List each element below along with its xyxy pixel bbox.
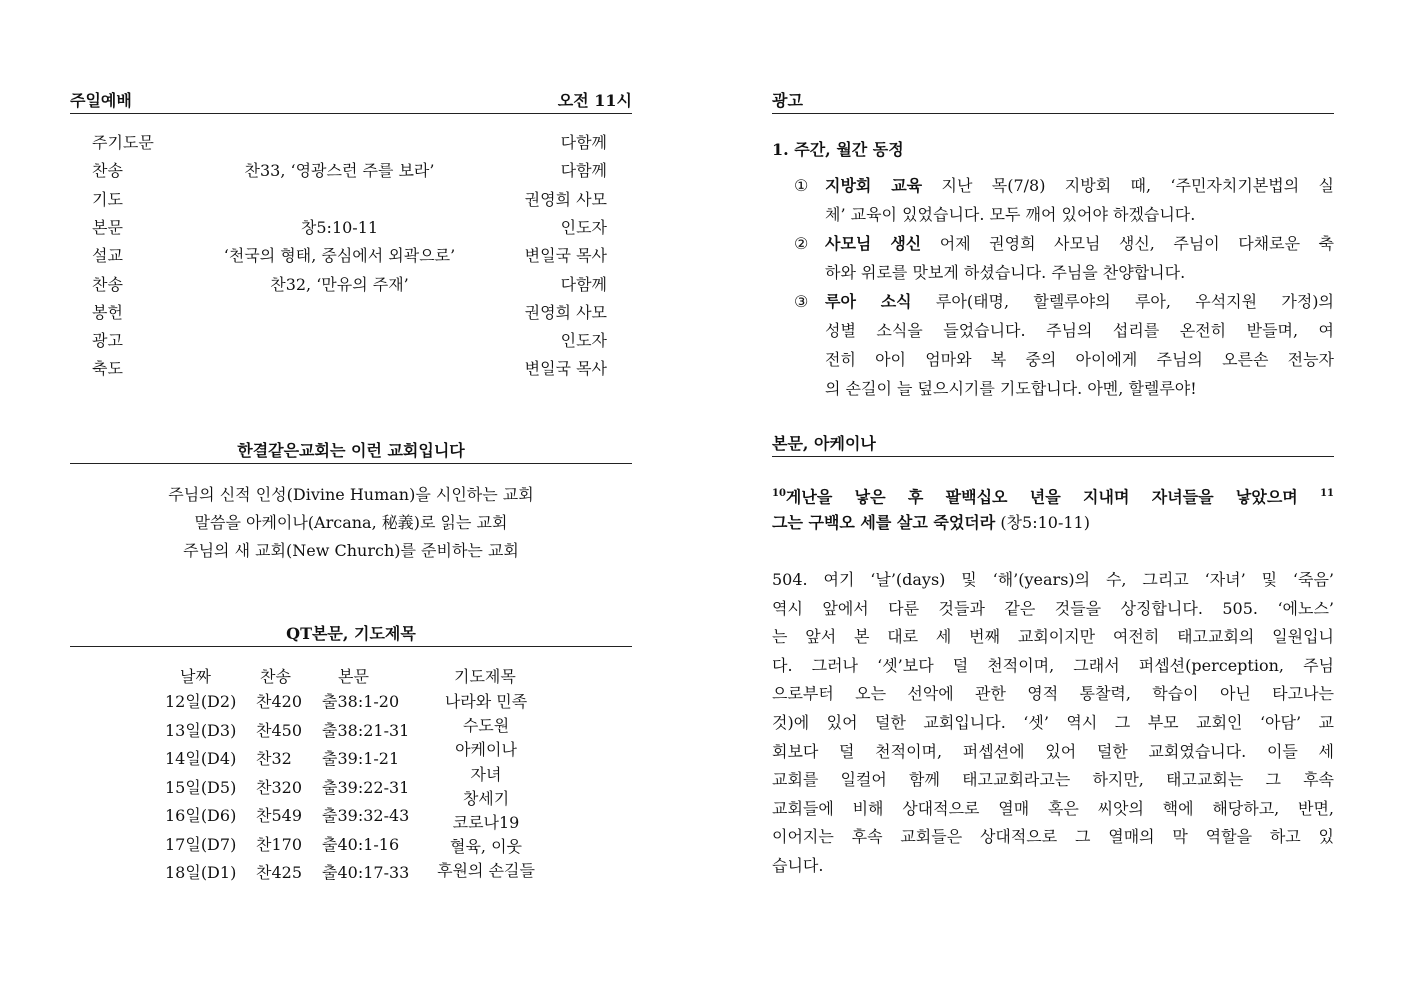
- worship-item: 축도: [92, 359, 123, 379]
- commentary-line: 504. 여기 ‘날’(days) 및 ‘해’(years)의 수, 그리고 ‘자녀’ 및 ‘죽음’: [772, 570, 1334, 589]
- verse-11-text: 그는 구백오 세를 살고 죽었더라: [772, 513, 996, 532]
- qt-header-hymn: 찬송: [260, 667, 291, 686]
- ads-section-title: 1. 주간, 월간 동정: [772, 140, 904, 159]
- worship-row: [92, 186, 607, 214]
- worship-item: 본문: [92, 217, 123, 237]
- worship-leader: 인도자: [560, 217, 607, 237]
- worship-item: 주기도문: [92, 133, 154, 152]
- commentary-line: 것)에 있어 덜한 교회입니다. ‘셋’ 역시 그 부모 교회인 ‘아담’ 교: [772, 713, 1334, 732]
- verse-number-11: 11: [1320, 488, 1335, 499]
- qt-hymn: 찬420: [256, 692, 302, 711]
- worship-leader: 다함께: [560, 133, 607, 152]
- worship-leader: 권영희 사모: [524, 302, 607, 322]
- worship-header: [70, 91, 632, 114]
- verse-number-10: 10: [772, 488, 786, 499]
- worship-detail: ‘천국의 형태, 중심에서 외곽으로’: [223, 246, 456, 266]
- worship-row: [92, 271, 607, 299]
- commentary-line: 다. 그러나 ‘셋’보다 덜 천적이며, 그래서 퍼셉션(perception, 주님: [772, 655, 1334, 675]
- worship-leader: 다함께: [560, 274, 607, 294]
- church-title: 한결같은교회는 이런 교회입니다: [237, 441, 465, 460]
- worship-leader: 권영희 사모: [524, 189, 607, 209]
- qt-date: 12일(D2): [165, 692, 237, 711]
- qt-date: 13일(D3): [165, 720, 237, 740]
- church-header: [70, 441, 632, 464]
- worship-leader: 인도자: [560, 331, 607, 351]
- qt-date: 18일(D1): [165, 863, 237, 882]
- announcement-line: 성별 소식을 들었습니다. 주님의 섭리를 온전히 받들며, 여: [825, 321, 1334, 340]
- announcement-line: 체’ 교육이 있었습니다. 모두 깨어 있어야 하겠습니다.: [825, 205, 1196, 224]
- qt-hymn: 찬170: [256, 834, 302, 854]
- church-mission-2: 말씀을 아케이나(Arcana, 秘義)로 읽는 교회: [194, 513, 508, 532]
- announcement-line: 지방회 교육 지난 목(7/8) 지방회 때, ‘주민자치기본법의 실: [825, 176, 1334, 195]
- commentary-line: 회보다 덜 천적이며, 퍼셉션에 있어 덜한 교회였습니다. 이들 세: [772, 741, 1334, 761]
- worship-detail: 찬33, ‘영광스런 주를 보라’: [244, 161, 435, 181]
- commentary-line: 는 앞서 본 대로 세 번째 교회이지만 여전히 태고교회의 일원입니: [772, 627, 1334, 647]
- worship-item: 찬송: [92, 274, 123, 294]
- announcement-head: 지방회 교육: [825, 176, 923, 195]
- announcement-line: 전히 아이 엄마와 복 중의 아이에게 주님의 오른손 전능자: [825, 350, 1334, 369]
- qt-header-date: 날짜: [180, 667, 211, 686]
- announcement-number: ①: [794, 176, 809, 195]
- commentary-line: 역시 앞에서 다룬 것들과 같은 것들을 상징합니다. 505. ‘에노스’: [772, 598, 1334, 618]
- qt-date: 14일(D4): [165, 749, 237, 768]
- qt-header-prayer: 기도제목: [454, 667, 516, 686]
- worship-detail: 찬32, ‘만유의 주재’: [270, 274, 409, 294]
- worship-row: [92, 157, 607, 185]
- worship-item: 찬송: [92, 161, 123, 181]
- qt-passage: 출40:1-16: [322, 834, 400, 854]
- qt-passage: 출39:32-43: [322, 806, 410, 825]
- qt-title: QT본문, 기도제목: [286, 624, 416, 643]
- qt-prayer-item: 수도원: [462, 716, 510, 736]
- verse-10-text: 게난을 낳은 후 팔백십오 년을 지내며 자녀들을 낳았으며: [785, 487, 1298, 507]
- commentary-line: 으로부터 오는 선악에 관한 영적 통찰력, 학습이 아닌 타고나는: [772, 684, 1334, 704]
- worship-item: 봉헌: [92, 302, 123, 322]
- ads-title: 광고: [772, 91, 803, 110]
- qt-passage: 출38:21-31: [322, 720, 410, 740]
- worship-row: [92, 242, 607, 270]
- announcement-line: 하와 위로를 맛보게 하셨습니다. 주님을 찬양합니다.: [825, 263, 1186, 282]
- announcement-line: 의 손길이 늘 덮으시기를 기도합니다. 아멘, 할렐루야!: [825, 379, 1197, 398]
- worship-time: 오전 11시: [557, 91, 632, 110]
- announcement-number: ②: [794, 234, 809, 253]
- worship-row: [92, 355, 607, 383]
- qt-prayer-item: 창세기: [462, 788, 510, 808]
- qt-date: 17일(D7): [165, 834, 237, 854]
- scripture-ref: (창5:10-11): [1000, 513, 1090, 532]
- qt-prayer-item: 아케이나: [455, 740, 517, 760]
- commentary-line: 교회들에 비해 상대적으로 열매 혹은 씨앗의 핵에 해당하고, 반면,: [772, 798, 1334, 818]
- worship-leader: 변일국 목사: [524, 246, 607, 266]
- qt-prayer-item: 혈육, 이웃: [450, 837, 522, 857]
- announcement-number: ③: [794, 292, 809, 311]
- church-mission-3: 주님의 새 교회(New Church)를 준비하는 교회: [183, 541, 519, 560]
- church-mission-1: 주님의 신적 인성(Divine Human)을 시인하는 교회: [168, 485, 534, 504]
- commentary-line: 교회를 일컬어 함께 태고교회라고는 하지만, 태고교회는 그 후속: [772, 770, 1334, 790]
- worship-row: [92, 214, 607, 242]
- qt-prayer-item: 나라와 민족: [444, 692, 528, 711]
- qt-passage: 출39:1-21: [322, 749, 400, 768]
- announcement-line: 사모님 생신 어제 권영희 사모님 생신, 주님이 다채로운 축: [825, 234, 1335, 253]
- worship-row: [92, 129, 607, 157]
- worship-title: 주일예배: [70, 91, 132, 110]
- worship-detail: 창5:10-11: [300, 217, 379, 237]
- qt-passage: 출39:22-31: [322, 777, 410, 797]
- commentary-line: 이어지는 후속 교회들은 상대적으로 그 열매의 막 역할을 하고 있: [772, 827, 1334, 847]
- qt-date: 15일(D5): [165, 777, 237, 797]
- qt-header-text: 본문: [338, 667, 369, 686]
- text-header: [772, 434, 1334, 457]
- qt-hymn: 찬32: [256, 749, 292, 768]
- qt-header: [70, 624, 632, 647]
- announcement-line: 루아 소식 루아(태명, 할렐루야의 루아, 우석지원 가정)의: [825, 292, 1334, 311]
- qt-passage: 출38:1-20: [322, 692, 400, 711]
- worship-row: [92, 327, 607, 355]
- worship-item: 설교: [92, 246, 123, 266]
- worship-leader: 변일국 목사: [524, 359, 607, 379]
- worship-row: [92, 299, 607, 327]
- qt-prayer-item: 후원의 손길들: [437, 861, 535, 881]
- qt-hymn: 찬320: [256, 777, 302, 797]
- worship-item: 기도: [92, 189, 123, 209]
- commentary-line: 습니다.: [772, 856, 824, 875]
- text-title: 본문, 아케이나: [772, 434, 876, 453]
- qt-prayer-item: 코로나19: [452, 813, 520, 832]
- qt-hymn: 찬450: [256, 720, 302, 740]
- qt-hymn: 찬425: [256, 863, 302, 882]
- ads-header: [772, 91, 1334, 114]
- announcement-head: 사모님 생신: [825, 234, 922, 253]
- announcement-head: 루아 소식: [825, 292, 912, 311]
- worship-item: 광고: [92, 331, 123, 351]
- qt-date: 16일(D6): [165, 806, 237, 825]
- qt-hymn: 찬549: [256, 806, 302, 825]
- qt-passage: 출40:17-33: [322, 863, 410, 882]
- qt-prayer-item: 자녀: [470, 764, 502, 784]
- scripture-line-2: [772, 508, 1334, 537]
- worship-leader: 다함께: [560, 161, 607, 181]
- scripture-line-1: [772, 479, 1334, 511]
